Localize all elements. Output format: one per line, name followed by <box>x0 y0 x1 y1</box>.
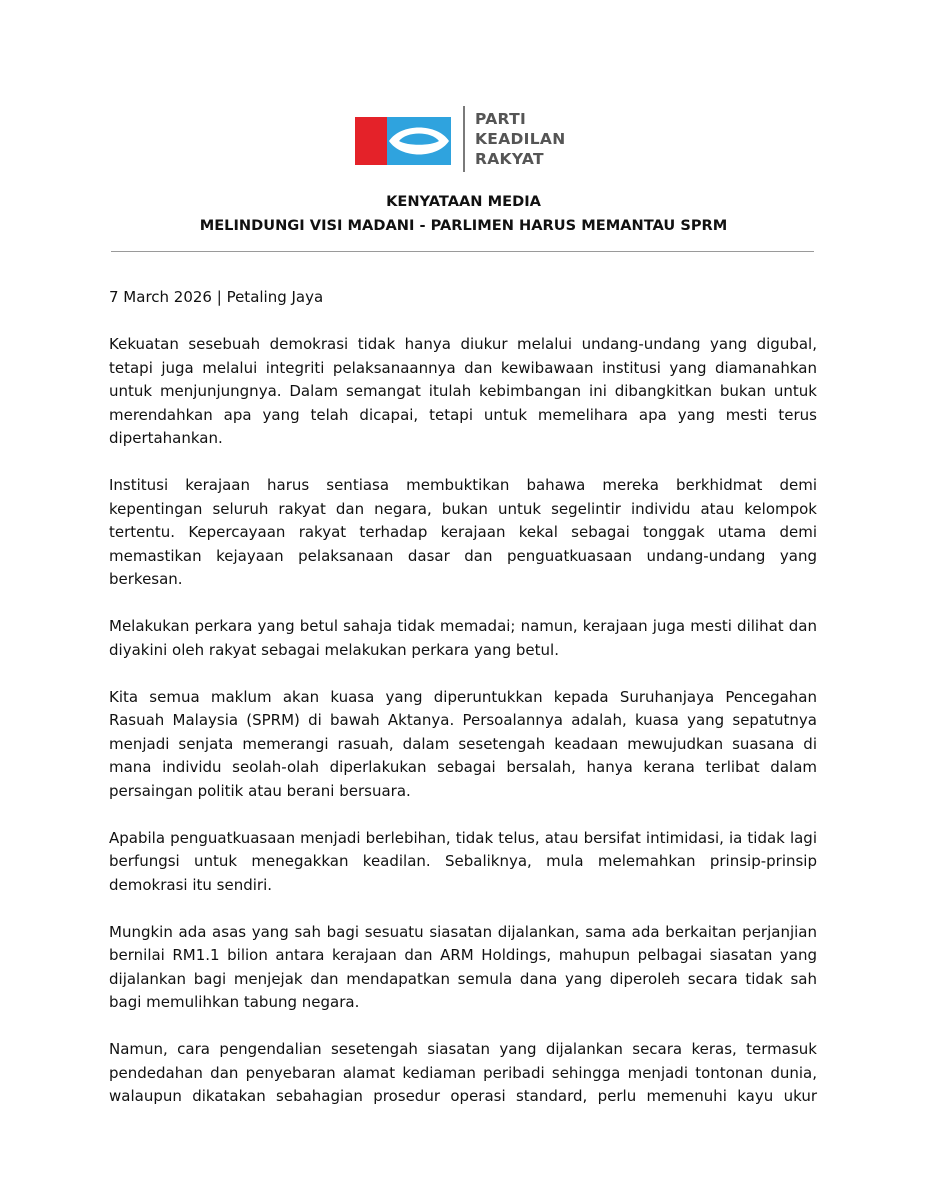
paragraph-5: Apabila penguatkuasaan menjadi berlebihan, tidak telus, atau bersifat intimidasi, ia tidak lagi berfungsi untuk menegakkan keadilan. Sebaliknya, mula melemahkan prinsip-prinsip demokrasi itu sendiri. <box>109 828 817 894</box>
logo-blue-block <box>387 117 451 165</box>
paragraph-3: Melakukan perkara yang betul sahaja tidak memadai; namun, kerajaan juga mesti dilihat dan diyakini oleh rakyat sebagai melakukan perkara yang betul. <box>109 617 817 659</box>
logo-line-parti: PARTI <box>475 110 527 128</box>
paragraph-4: Kita semua maklum akan kuasa yang diperuntukkan kepada Suruhanjaya Pencegahan Rasuah Malaysia (SPRM) di bawah Aktanya. Persoalannya adalah, kuasa yang sepatutnya menjadi senjata memerangi rasuah, dalam sesetengah keadaan mewujudkan suasana di mana individu seolah-olah diperlakukan sebagai bersalah, hanya kerana terlibat dalam persaingan politik atau berani bersuara. <box>109 687 817 800</box>
document-subtitle: MELINDUNGI VISI MADANI - PARLIMEN HARUS MEMANTAU SPRM <box>199 217 728 234</box>
document-title: KENYATAAN MEDIA <box>386 193 541 210</box>
paragraph-7: Namun, cara pengendalian sesetengah siasatan yang dijalankan secara keras, termasuk pendedahan dan penyebaran alamat kediaman peribadi sehingga menjadi tontonan dunia, walaupun dikatakan sebahagian prosedur operasi standard, perlu memenuhi kayu ukur <box>109 1040 817 1105</box>
paragraph-6: Mungkin ada asas yang sah bagi sesuatu siasatan dijalankan, sama ada berkaitan perjanjian bernilai RM1.1 bilion antara kerajaan dan ARM Holdings, mahupun pelbagai siasatan yang dijalankan bagi menjejak dan mendapatkan semula dana yang diperoleh secara tidak sah bagi memulihkan tabung negara. <box>109 922 817 1011</box>
logo-red-block <box>355 117 387 165</box>
dateline: 7 March 2026 | Petaling Jaya <box>109 288 324 306</box>
logo-divider <box>463 106 465 172</box>
logo-emblem <box>355 117 451 165</box>
logo-line-rakyat: RAKYAT <box>475 150 544 168</box>
eye-emblem-icon <box>387 117 451 165</box>
party-logo <box>355 106 565 172</box>
logo-wordmark <box>475 109 565 169</box>
header-divider <box>111 251 814 252</box>
paragraph-2: Institusi kerajaan harus sentiasa membuktikan bahawa mereka berkhidmat demi kepentingan seluruh rakyat dan negara, bukan untuk segelintir individu atau kelompok tertentu. Kepercayaan rakyat terhadap kerajaan kekal sebagai tonggak utama demi memastikan kejayaan pelaksanaan dasar dan penguatkuasaan undang-undang yang berkesan. <box>109 476 817 588</box>
paragraph-1: Kekuatan sesebuah demokrasi tidak hanya diukur melalui undang-undang yang digubal, tetapi juga melalui integriti pelaksanaannya dan kewibawaan institusi yang diamanahkan untuk menjunjungnya. Dalam semangat itulah kebimbangan ini dibangkitkan bukan untuk merendahkan apa yang telah dicapai, tetapi untuk memelihara apa yang mesti terus dipertahankan. <box>109 335 817 447</box>
document-body <box>109 286 817 1132</box>
logo-line-keadilan: KEADILAN <box>475 130 566 148</box>
